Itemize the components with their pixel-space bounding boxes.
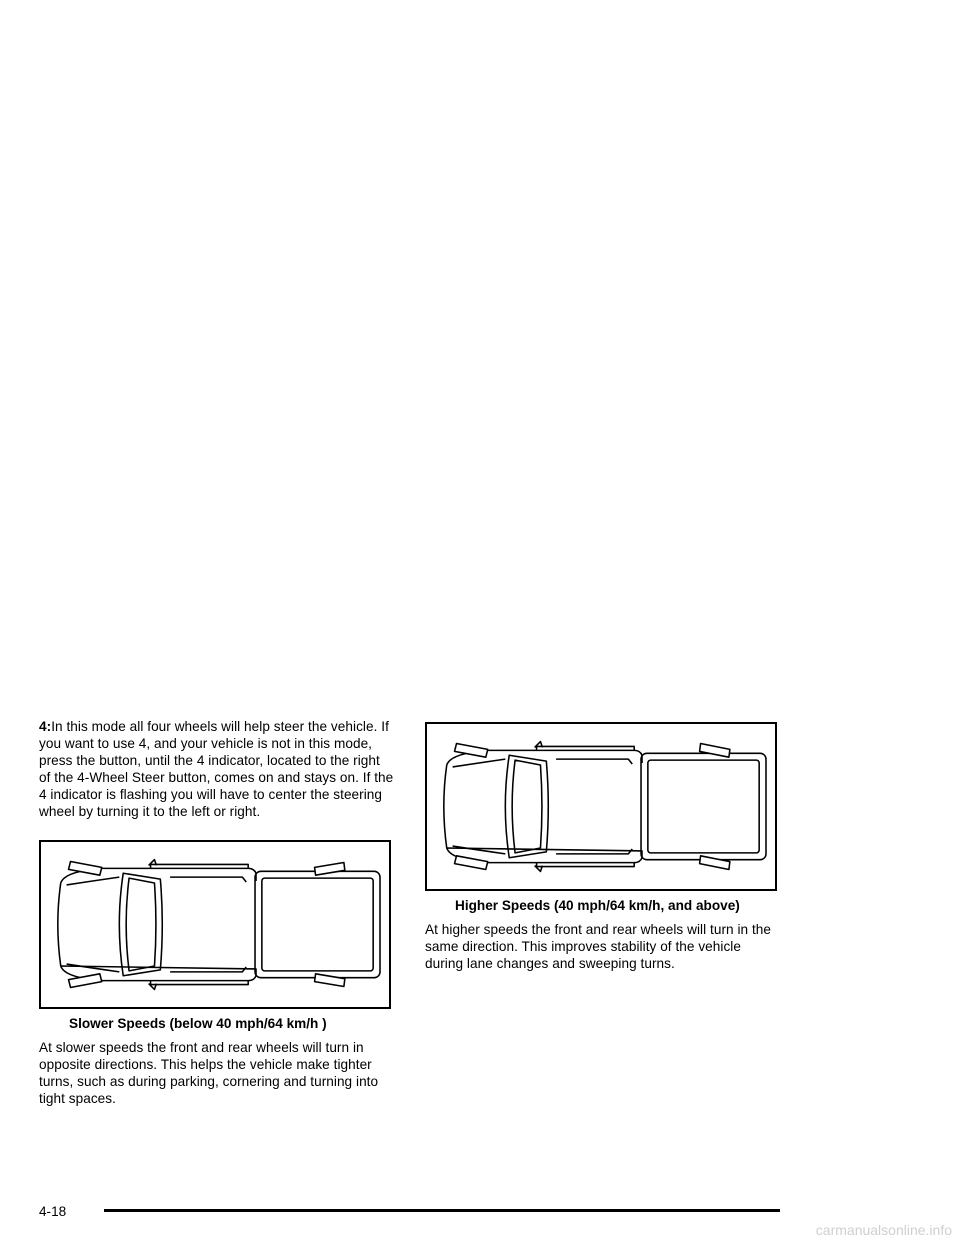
page-number: 4-18 xyxy=(39,1204,67,1219)
mode-4-paragraph xyxy=(39,718,395,820)
high-speed-description: At higher speeds the front and rear wheels will turn in the same direction. This improves stability of the vehicle during lane changes and sweeping turns. xyxy=(425,922,772,971)
slow-speed-description: At slower speeds the front and rear wheels will turn in opposite directions. This helps the vehicle make tighter turns, such as during parking, cornering and turning into tight spaces. xyxy=(39,1040,379,1106)
high-speed-figure xyxy=(425,722,777,891)
truck-same-direction-wheels-illustration xyxy=(427,724,775,889)
left-column xyxy=(39,718,395,1107)
high-speed-caption: Higher Speeds (40 mph/64 km/h, and above) xyxy=(455,898,740,913)
watermark: carmanualsonline.info xyxy=(815,1222,952,1238)
mode-label: 4: xyxy=(39,719,52,734)
slow-speed-figure xyxy=(39,840,391,1009)
right-column xyxy=(425,722,781,972)
footer-rule xyxy=(104,1209,780,1212)
mode-text: In this mode all four wheels will help steer the vehicle. If you want to use 4, and your vehicle is not in this mode, press the button, until the 4 indicator, located to the right of the 4-Wheel Steer button, comes on and stays on. If the 4 indicator is flashing you will have to center the steering wheel by turning it to the left or right. xyxy=(39,719,394,819)
slow-speed-caption: Slower Speeds (below 40 mph/64 km/h ) xyxy=(69,1016,327,1031)
truck-opposite-wheels-illustration xyxy=(41,842,389,1007)
